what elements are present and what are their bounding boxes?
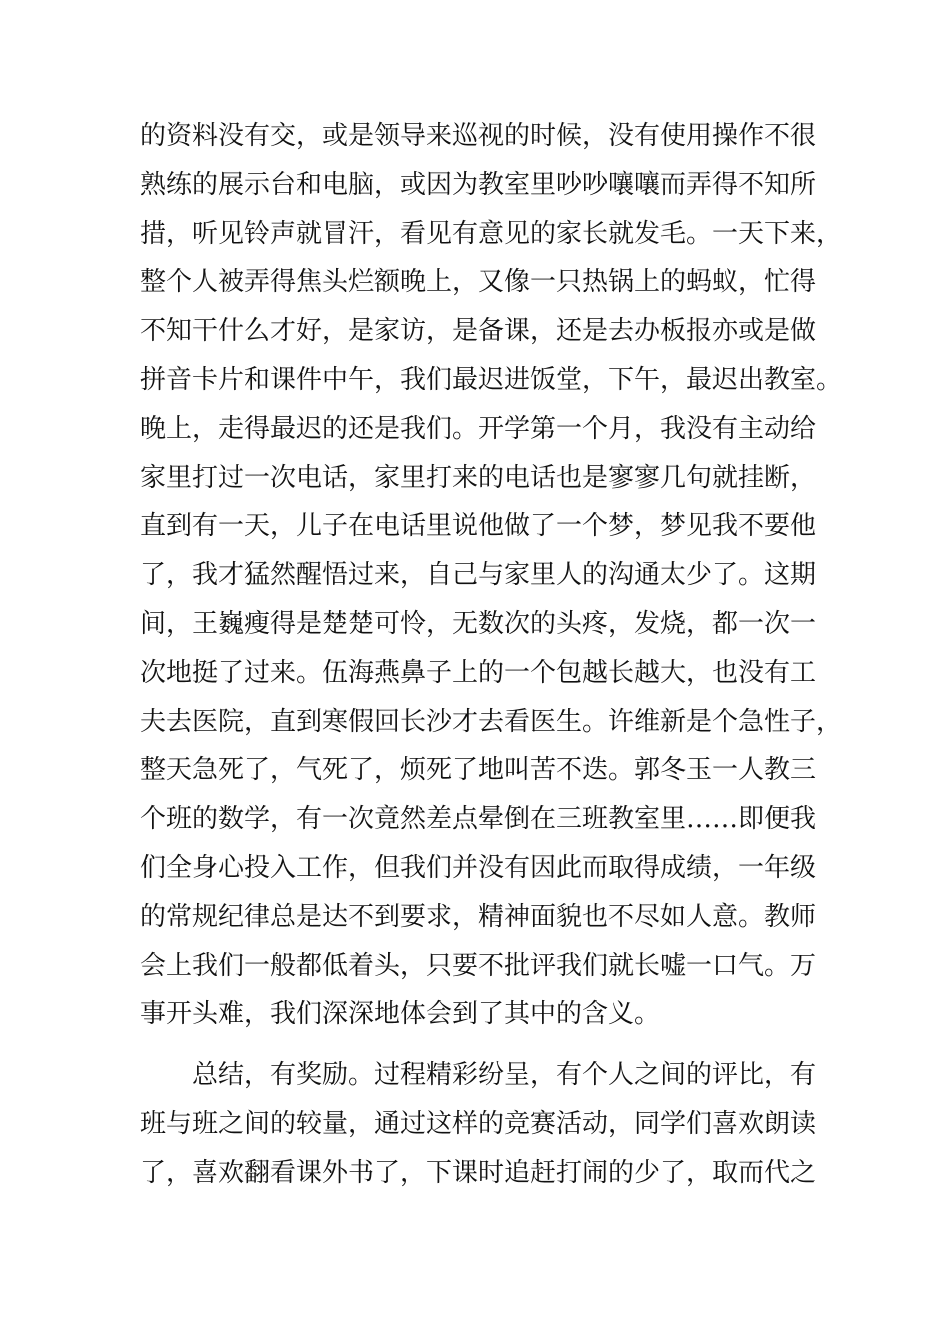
text-line: 事开头难，我们深深地体会到了其中的含义。 xyxy=(140,999,661,1030)
text-line: 熟练的展示台和电脑，或因为教室里吵吵嚷嚷而弄得不知所 xyxy=(140,169,817,200)
text-line: 间，王巍瘦得是楚楚可怜，无数次的头疼，发烧，都一次一 xyxy=(140,608,817,639)
text-line: 整个人被弄得焦头烂额晚上，又像一只热锅上的蚂蚁，忙得 xyxy=(140,267,817,298)
text-line: 拼音卡片和课件中午，我们最迟进饭堂，下午，最迟出教室。 xyxy=(140,364,843,395)
text-line: 们全身心投入工作，但我们并没有因此而取得成绩，一年级 xyxy=(140,852,817,883)
text-line: 个班的数学，有一次竟然差点晕倒在三班教室里……即便我 xyxy=(140,804,817,835)
text-line: 的资料没有交，或是领导来巡视的时候，没有使用操作不很 xyxy=(140,121,817,151)
text-line: 夫去医院，直到寒假回长沙才去看医生。许维新是个急性子， xyxy=(140,706,843,737)
text-line: 的常规纪律总是达不到要求，精神面貌也不尽如人意。教师 xyxy=(140,901,817,932)
text-line: 了，喜欢翻看课外书了，下课时追赶打闹的少了，取而代之 xyxy=(140,1157,817,1188)
text-line: 会上我们一般都低着头，只要不批评我们就长嘘一口气。万 xyxy=(140,950,817,981)
paragraph-spacer xyxy=(140,1039,830,1051)
text-line: 整天急死了，气死了，烦死了地叫苦不迭。郭冬玉一人教三 xyxy=(140,755,817,786)
text-line: 次地挺了过来。伍海燕鼻子上的一个包越长越大，也没有工 xyxy=(140,657,817,688)
text-line: 不知干什么才好，是家访，是备课，还是去办板报亦或是做 xyxy=(140,316,817,347)
text-line: 了，我才猛然醒悟过来，自己与家里人的沟通太少了。这期 xyxy=(140,560,817,591)
document-body xyxy=(140,112,843,1198)
text-line: 晚上，走得最迟的还是我们。开学第一个月，我没有主动给 xyxy=(140,413,817,444)
text-line: 班与班之间的较量，通过这样的竞赛活动，同学们喜欢朗读 xyxy=(140,1108,817,1139)
text-line: 总结，有奖励。过程精彩纷呈，有个人之间的评比，有 xyxy=(192,1060,817,1091)
text-line: 家里打过一次电话，家里打来的电话也是寥寥几句就挂断， xyxy=(140,462,817,493)
paragraph-1 xyxy=(140,112,843,1039)
text-line: 措，听见铃声就冒汗，看见有意见的家长就发毛。一天下来， xyxy=(140,218,843,249)
paragraph-2 xyxy=(140,1051,830,1197)
text-line: 直到有一天，儿子在电话里说他做了一个梦，梦见我不要他 xyxy=(140,511,817,542)
